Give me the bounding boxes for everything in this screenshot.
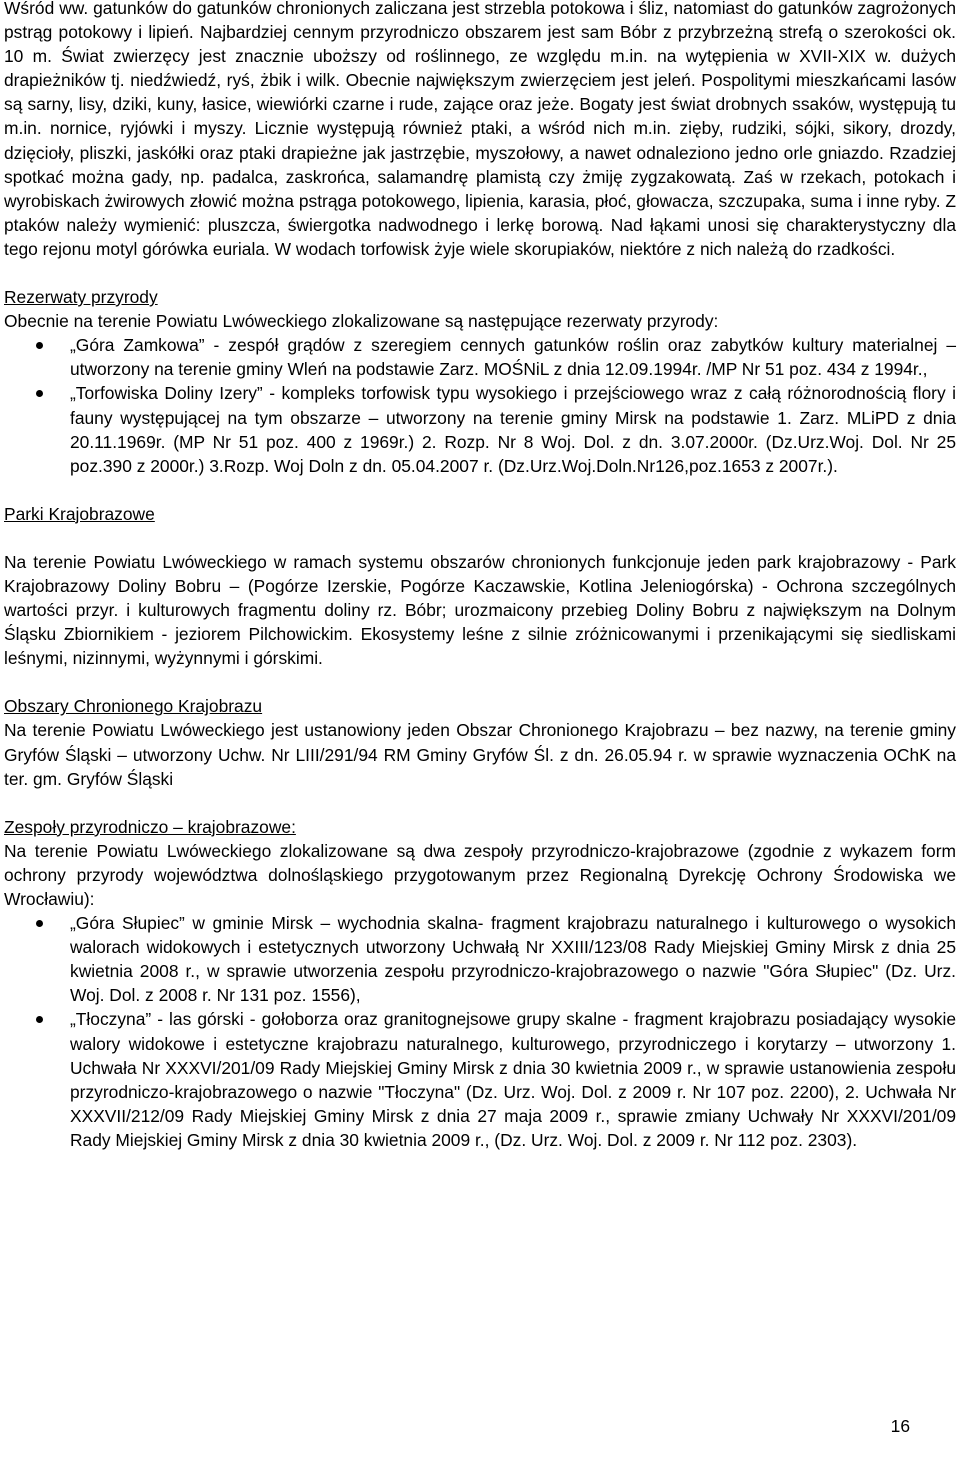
list-item-text: „Góra Słupiec” w gminie Mirsk – wychodnia skalna- fragment krajobrazu naturalnego i kulturowego o wysokich walorach widokowych i estetycznych utworzony Uchwałą Nr XXIII/123/08 Rady Miejskiej Gminy Mirsk z dnia 25 kwietnia 2008 r., w sprawie utworzenia zespołu przyrodniczo-krajobrazowego o nazwie "Góra Słupiec" (Dz. Urz. Woj. Dol. z 2008 r. Nr 131 poz. 1556), [70, 913, 956, 1006]
list-item [4, 333, 956, 381]
list-item-text: „Tłoczyna” - las górski - gołoborza oraz granitognejsowe grupy skalne - fragment krajobrazu posiadający wysokie walory widokowe i estetyczne krajobrazu naturalnego, kulturowego, przyrodniczego i korytarzy – utworzony 1. Uchwała Nr XXXVI/201/09 Rady Miejskiej Gminy Mirsk z dnia 30 kwietnia 2009 r., w sprawie ustanowienia zespołu przyrodniczo-krajobrazowego o nazwie "Tłoczyna" (Dz. Urz. Woj. Dol. z 2009 r. Nr 107 poz. 2200), 2. Uchwała Nr XXXVII/212/09 Rady Miejskiej Gminy Mirsk z dnia 27 maja 2009 r., sprawie zmiany Uchwały Nr XXXVI/201/09 Rady Miejskiej Gminy Mirsk z dnia 30 kwietnia 2009 r., (Dz. Urz. Woj. Dol. z 2009 r. Nr 112 poz. 2303). [70, 1009, 956, 1150]
rezerwaty-list [4, 333, 956, 478]
list-item [4, 911, 956, 1007]
heading-rezerwaty: Rezerwaty przyrody [4, 287, 158, 308]
bullet-icon [36, 920, 43, 927]
list-item [4, 1007, 956, 1152]
section-parki [4, 502, 956, 671]
bullet-icon [36, 390, 43, 397]
section-zespoly [4, 815, 956, 1152]
zespoly-intro: Na terenie Powiatu Lwóweckiego zlokalizowane są dwa zespoły przyrodniczo-krajobrazowe (zgodnie z wykazem form ochrony przyrody województwa dolnośląskiego przygotowanym przez Regionalną Dyrekcję Ochrony Środowiska we Wrocławiu): [4, 840, 956, 909]
parki-text: Na terenie Powiatu Lwóweckiego w ramach systemu obszarów chronionych funkcjonuje jeden park krajobrazowy - Park Krajobrazowy Doliny Bobru – (Pogórze Izerskie, Pogórze Kaczawskie, Kotlina Jeleniogórska) - Ochrona szczególnych wartości przyr. i kulturowych fragmentu doliny rz. Bóbr; urozmaicony przebieg Doliny Bobru z największym na Dolnym Śląsku Zbiornikiem - jeziorem Pilchowickim. Ekosystemy leśne z silnie zróżnicowanymi i przenikającymi się siedliskami leśnymi, nizinnymi, wyżynnymi i górskimi. [4, 551, 956, 669]
obszary-text: Na terenie Powiatu Lwóweckiego jest ustanowiony jeden Obszar Chronionego Krajobrazu – bez nazwy, na terenie gminy Gryfów Śląski – utworzony Uchw. Nr LIII/291/94 RM Gminy Gryfów Śl. z dn. 26.05.94 r. w sprawie wyznaczenia OChK na ter. gm. Gryfów Śląski [4, 720, 956, 789]
rezerwaty-intro: Obecnie na terenie Powiatu Lwóweckiego zlokalizowane są następujące rezerwaty przyrody: [4, 311, 719, 332]
heading-obszary: Obszary Chronionego Krajobrazu [4, 696, 263, 717]
intro-paragraph: Wśród ww. gatunków do gatunków chronionych zaliczana jest strzebla potokowa i śliz, natomiast do gatunków zagrożonych pstrąg potokowy i lipień. Najbardziej cennym przyrodniczo obszarem jest sam Bóbr z przybrzeżną strefą o szerokości ok. 10 m. Świat zwierzęcy jest znacznie uboższy od roślinnego, ze względu m.in. na wytępienia w XVII-XIX w. dużych drapieżników tj. niedźwiedź, ryś, żbik i wilk. Obecnie największym zwierzęciem jest jeleń. Pospolitymi mieszkańcami lasów są sarny, lisy, dziki, kuny, łasice, wiewiórki czarne i rude, zające oraz jeże. Bogaty jest świat drobnych ssaków, występują tu m.in. nornice, ryjówki i myszy. Licznie występują również ptaki, a wśród nich m.in. zięby, rudziki, sójki, sikory, drozdy, dzięcioły, pliszki, jaskółki oraz ptaki drapieżne jak jastrzębie, myszołowy, a nawet odnaleziono jedno orle gniazdo. Rzadziej spotkać można gady, np. padalca, zaskrońca, salamandrę plamistą czy żmiję zygzakowatą. Zaś w rzekach, potokach i wyrobiskach żwirowych złowić można pstrąga potokowego, lipienia, karasia, płoć, głowacza, szczupaka, suma i inne ryby. Z ptaków należy wymienić: pluszcza, świergotka nadwodnego i lerkę borową. Nad łąkami unosi się charakterystyczny dla tego rejonu motyl górówka euriala. W wodach torfowisk żyje wiele skorupiaków, niektóre z nich należą do rzadkości. [4, 0, 956, 259]
bullet-icon [36, 1016, 43, 1023]
heading-parki: Parki Krajobrazowe [4, 503, 155, 524]
section-obszary [4, 694, 956, 790]
heading-zespoly: Zespoły przyrodniczo – krajobrazowe: [4, 816, 296, 837]
page-number: 16 [890, 1416, 910, 1436]
list-item [4, 381, 956, 477]
section-rezerwaty [4, 285, 956, 478]
list-item-text: „Torfowiska Doliny Izery” - kompleks torfowisk typu wysokiego i przejściowego wraz z całą różnorodnością flory i fauny występującej na tym obszarze – utworzony na terenie gminy Mirsk na podstawie 1. Zarz. MLiPD z dnia 20.11.1969r. (MP Nr 51 poz. 400 z 1969r.) 2. Rozp. Nr 8 Woj. Dol. z dn. 3.07.2000r. (Dz.Urz.Woj. Dol. Nr 25 poz.390 z 2000r.) 3.Rozp. Woj Doln z dn. 05.04.2007 r. (Dz.Urz.Woj.Doln.Nr126,poz.1653 z 2007r.). [70, 383, 956, 476]
bullet-icon [36, 342, 43, 349]
list-item-text: „Góra Zamkowa” - zespół grądów z szeregiem cennych gatunków roślin oraz zabytków kultury materialnej – utworzony na terenie gminy Wleń na podstawie Zarz. MOŚNiL z dnia 12.09.1994r. /MP Nr 51 poz. 434 z 1994r., [70, 335, 956, 380]
zespoly-list [4, 911, 956, 1152]
